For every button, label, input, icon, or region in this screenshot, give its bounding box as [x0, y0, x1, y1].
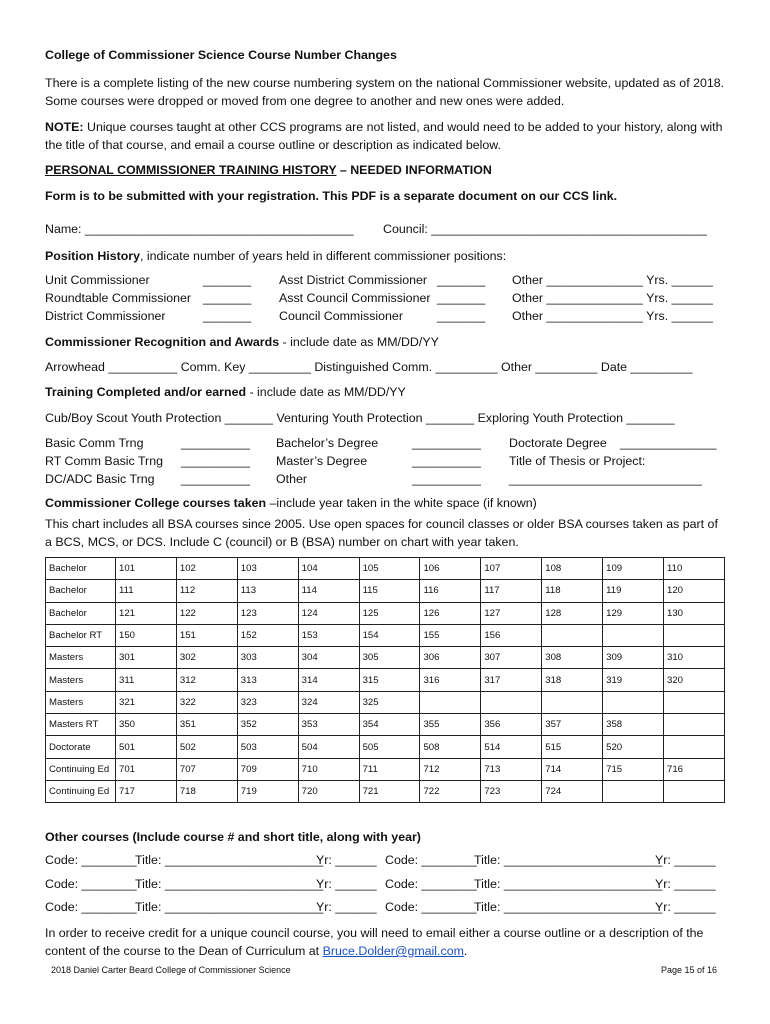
course-cell[interactable]: 108 — [542, 558, 603, 580]
training-thesis-field[interactable]: ____________________________ — [509, 472, 702, 486]
training-heading: Training Completed and/or earned - include date as MM/DD/YY — [45, 385, 406, 399]
course-cell[interactable]: 101 — [116, 558, 177, 580]
course-cell[interactable]: 716 — [664, 758, 725, 780]
course-cell[interactable]: 323 — [237, 691, 298, 713]
footer-page-number: Page 15 of 16 — [661, 965, 718, 975]
course-cell[interactable]: 504 — [298, 736, 359, 758]
training-doctorate: Doctorate Degree — [509, 436, 607, 450]
table-row-label: Masters — [46, 647, 116, 669]
course-cell[interactable]: 102 — [176, 558, 237, 580]
other-course-title-field[interactable]: Title: _______________________ — [135, 900, 324, 914]
course-cell[interactable]: 357 — [542, 714, 603, 736]
course-cell[interactable]: 309 — [603, 647, 664, 669]
course-cell[interactable]: 515 — [542, 736, 603, 758]
course-cell[interactable]: 316 — [420, 669, 481, 691]
other-course-code-field[interactable]: Code: ________ — [385, 900, 477, 914]
table-row-label: Masters — [46, 669, 116, 691]
other-course-year-field[interactable]: Yr: ______ — [655, 877, 716, 891]
email-link[interactable]: Bruce.Dolder@gmail.com — [322, 944, 464, 958]
table-row-label: Bachelor — [46, 558, 116, 580]
other-courses-heading: Other courses (Include course # and short title, along with year) — [45, 830, 421, 844]
position-asst-district-years[interactable]: _______ — [437, 273, 486, 287]
course-cell[interactable]: 711 — [359, 758, 420, 780]
course-cell[interactable]: 129 — [603, 602, 664, 624]
training-doctorate-date[interactable]: ______________ — [620, 436, 717, 450]
position-other-3[interactable]: Other ______________ Yrs. ______ — [512, 309, 713, 323]
course-cell[interactable]: 501 — [116, 736, 177, 758]
course-cell[interactable]: 304 — [298, 647, 359, 669]
other-course-title-field[interactable]: Title: _______________________ — [135, 877, 324, 891]
table-row-label: Doctorate — [46, 736, 116, 758]
course-cell[interactable]: 151 — [176, 624, 237, 646]
training-thesis-label: Title of Thesis or Project: — [509, 454, 646, 468]
course-cell[interactable]: 714 — [542, 758, 603, 780]
position-district: District Commissioner — [45, 309, 166, 323]
table-row-label: Bachelor — [46, 602, 116, 624]
training-dc-basic-date[interactable]: __________ — [181, 472, 250, 486]
course-cell[interactable]: 313 — [237, 669, 298, 691]
course-cell[interactable]: 306 — [420, 647, 481, 669]
course-cell[interactable] — [603, 780, 664, 802]
closing-paragraph: In order to receive credit for a unique council course, you will need to email either a course outline or a description of the content of the course to the Dean of Curriculum at Bruce.Dolder@gmail.com. — [45, 926, 704, 958]
course-cell[interactable]: 125 — [359, 602, 420, 624]
course-cell[interactable]: 127 — [481, 602, 542, 624]
other-course-year-field[interactable]: Yr: ______ — [655, 900, 716, 914]
course-cell[interactable]: 152 — [237, 624, 298, 646]
course-cell[interactable]: 355 — [420, 714, 481, 736]
name-field[interactable]: Name: _______________________________________ — [45, 222, 354, 236]
course-cell[interactable]: 312 — [176, 669, 237, 691]
course-cell[interactable]: 719 — [237, 780, 298, 802]
course-cell[interactable]: 315 — [359, 669, 420, 691]
course-cell[interactable]: 105 — [359, 558, 420, 580]
course-cell[interactable]: 322 — [176, 691, 237, 713]
other-course-year-field[interactable]: Yr: ______ — [316, 853, 377, 867]
course-cell[interactable]: 713 — [481, 758, 542, 780]
course-cell[interactable]: 356 — [481, 714, 542, 736]
history-heading-title: PERSONAL COMMISSIONER TRAINING HISTORY — [45, 163, 337, 177]
course-cell[interactable]: 155 — [420, 624, 481, 646]
course-cell[interactable]: 111 — [116, 580, 177, 602]
note-text: Unique courses taught at other CCS programs are not listed, and would need to be added to your history, along with the title of that course, and email a course outline or description as indicated below. — [45, 120, 723, 152]
awards-line[interactable]: Arrowhead __________ Comm. Key _________ Distinguished Comm. _________ Other _________ Date _________ — [45, 360, 693, 374]
course-cell[interactable]: 319 — [603, 669, 664, 691]
table-row-label: Masters RT — [46, 714, 116, 736]
course-cell[interactable]: 311 — [116, 669, 177, 691]
table-row-label: Continuing Ed — [46, 780, 116, 802]
course-cell[interactable]: 723 — [481, 780, 542, 802]
course-cell[interactable] — [664, 714, 725, 736]
table-row — [46, 780, 725, 802]
other-course-year-field[interactable]: Yr: ______ — [316, 877, 377, 891]
course-cell[interactable]: 318 — [542, 669, 603, 691]
course-cell[interactable]: 707 — [176, 758, 237, 780]
course-cell[interactable]: 117 — [481, 580, 542, 602]
other-course-title-field[interactable]: Title: _______________________ — [474, 853, 663, 867]
table-row-label: Continuing Ed — [46, 758, 116, 780]
course-cell[interactable]: 321 — [116, 691, 177, 713]
course-cell[interactable] — [664, 691, 725, 713]
course-cell[interactable]: 508 — [420, 736, 481, 758]
course-cell[interactable]: 302 — [176, 647, 237, 669]
course-cell[interactable]: 114 — [298, 580, 359, 602]
awards-heading: Commissioner Recognition and Awards - include date as MM/DD/YY — [45, 335, 439, 349]
position-council: Council Commissioner — [279, 309, 403, 323]
other-course-title-field[interactable]: Title: _______________________ — [135, 853, 324, 867]
table-row — [46, 580, 725, 602]
course-cell[interactable]: 715 — [603, 758, 664, 780]
table-row — [46, 647, 725, 669]
course-cell[interactable]: 514 — [481, 736, 542, 758]
table-row — [46, 736, 725, 758]
course-cell[interactable] — [603, 691, 664, 713]
table-row — [46, 558, 725, 580]
table-row — [46, 669, 725, 691]
training-basic-comm-date[interactable]: __________ — [181, 436, 250, 450]
training-bachelor: Bachelor’s Degree — [276, 436, 379, 450]
other-course-code-field[interactable]: Code: ________ — [385, 877, 477, 891]
course-cell[interactable]: 126 — [420, 602, 481, 624]
position-other-1[interactable]: Other ______________ Yrs. ______ — [512, 273, 713, 287]
training-dc-basic: DC/ADC Basic Trng — [45, 472, 155, 486]
course-cell[interactable]: 709 — [237, 758, 298, 780]
course-cell[interactable]: 121 — [116, 602, 177, 624]
course-cell[interactable]: 118 — [542, 580, 603, 602]
council-field[interactable]: Council: ________________________________________ — [383, 222, 707, 236]
history-heading-suffix: – NEEDED INFORMATION — [336, 163, 492, 177]
position-roundtable-years[interactable]: _______ — [203, 291, 252, 305]
course-cell[interactable]: 123 — [237, 602, 298, 624]
course-cell[interactable]: 310 — [664, 647, 725, 669]
position-asst-district: Asst District Commissioner — [279, 273, 428, 287]
course-cell[interactable]: 115 — [359, 580, 420, 602]
course-cell[interactable]: 301 — [116, 647, 177, 669]
submit-note: Form is to be submitted with your registration. This PDF is a separate document on our CCS link. — [45, 189, 618, 203]
history-heading — [45, 163, 492, 177]
course-cell[interactable]: 120 — [664, 580, 725, 602]
college-note: This chart includes all BSA courses since 2005. Use open spaces for council classes or older BSA courses taken as part of a BCS, MCS, or DCS. Include C (council) or B (BSA) number on chart with year taken. — [45, 517, 718, 549]
training-bachelor-date[interactable]: __________ — [412, 436, 481, 450]
page-title: College of Commissioner Science Course Number Changes — [45, 48, 397, 62]
course-table-body — [46, 558, 725, 803]
course-cell[interactable]: 307 — [481, 647, 542, 669]
course-cell[interactable]: 351 — [176, 714, 237, 736]
course-cell[interactable]: 128 — [542, 602, 603, 624]
other-course-code-field[interactable]: Code: ________ — [45, 877, 137, 891]
table-row-label: Bachelor RT — [46, 624, 116, 646]
course-cell[interactable]: 305 — [359, 647, 420, 669]
note-paragraph — [45, 118, 727, 154]
intro-paragraph: There is a complete listing of the new course numbering system on the national Commissioner website, updated as of 2018. Some courses were dropped or moved from one degree to another and new ones were added. — [45, 76, 725, 108]
course-cell[interactable]: 324 — [298, 691, 359, 713]
course-cell[interactable]: 320 — [664, 669, 725, 691]
course-cell[interactable]: 153 — [298, 624, 359, 646]
course-cell[interactable]: 107 — [481, 558, 542, 580]
course-cell[interactable]: 106 — [420, 558, 481, 580]
note-label: NOTE: — [45, 120, 84, 134]
table-row — [46, 691, 725, 713]
course-cell[interactable]: 110 — [664, 558, 725, 580]
course-cell[interactable]: 724 — [542, 780, 603, 802]
other-course-code-field[interactable]: Code: ________ — [385, 853, 477, 867]
college-heading: Commissioner College courses taken –include year taken in the white space (if known) — [45, 496, 537, 510]
course-cell[interactable]: 113 — [237, 580, 298, 602]
course-cell[interactable]: 718 — [176, 780, 237, 802]
course-cell[interactable]: 721 — [359, 780, 420, 802]
other-course-title-field[interactable]: Title: _______________________ — [474, 900, 663, 914]
training-basic-comm: Basic Comm Trng — [45, 436, 144, 450]
course-cell[interactable] — [664, 624, 725, 646]
course-cell[interactable]: 150 — [116, 624, 177, 646]
position-district-years[interactable]: _______ — [203, 309, 252, 323]
position-unit-years[interactable]: _______ — [203, 273, 252, 287]
course-cell[interactable]: 722 — [420, 780, 481, 802]
footer-left: 2018 Daniel Carter Beard College of Commissioner Science — [51, 965, 291, 975]
course-cell[interactable]: 314 — [298, 669, 359, 691]
training-master-date[interactable]: __________ — [412, 454, 481, 468]
training-master: Master’s Degree — [276, 454, 368, 468]
position-unit: Unit Commissioner — [45, 273, 150, 287]
course-cell[interactable]: 116 — [420, 580, 481, 602]
training-other-date[interactable]: __________ — [412, 472, 481, 486]
course-cell[interactable] — [664, 780, 725, 802]
course-cell[interactable]: 503 — [237, 736, 298, 758]
table-row — [46, 714, 725, 736]
course-cell[interactable]: 712 — [420, 758, 481, 780]
position-roundtable: Roundtable Commissioner — [45, 291, 192, 305]
course-cell[interactable]: 520 — [603, 736, 664, 758]
course-cell[interactable]: 710 — [298, 758, 359, 780]
training-other: Other — [276, 472, 307, 486]
course-cell[interactable]: 124 — [298, 602, 359, 624]
course-cell[interactable]: 103 — [237, 558, 298, 580]
course-cell[interactable]: 505 — [359, 736, 420, 758]
course-cell[interactable]: 122 — [176, 602, 237, 624]
course-cell[interactable]: 154 — [359, 624, 420, 646]
course-cell[interactable]: 352 — [237, 714, 298, 736]
table-row — [46, 624, 725, 646]
course-cell[interactable]: 358 — [603, 714, 664, 736]
course-table — [45, 557, 725, 803]
course-cell[interactable]: 353 — [298, 714, 359, 736]
course-cell[interactable]: 104 — [298, 558, 359, 580]
table-row — [46, 602, 725, 624]
course-cell[interactable]: 308 — [542, 647, 603, 669]
course-cell[interactable]: 701 — [116, 758, 177, 780]
course-cell[interactable]: 303 — [237, 647, 298, 669]
training-rt-basic: RT Comm Basic Trng — [45, 454, 163, 468]
course-cell[interactable] — [603, 624, 664, 646]
course-cell[interactable] — [481, 691, 542, 713]
course-cell[interactable]: 112 — [176, 580, 237, 602]
youth-protection-line[interactable]: Cub/Boy Scout Youth Protection _______ Venturing Youth Protection _______ Exploring Youth Protection _______ — [45, 411, 675, 425]
course-cell[interactable]: 354 — [359, 714, 420, 736]
position-other-2[interactable]: Other ______________ Yrs. ______ — [512, 291, 713, 305]
course-cell[interactable]: 317 — [481, 669, 542, 691]
course-cell[interactable]: 156 — [481, 624, 542, 646]
position-history-heading: Position History, indicate number of years held in different commissioner positions: — [45, 249, 507, 263]
course-cell[interactable] — [664, 736, 725, 758]
other-course-code-field[interactable]: Code: ________ — [45, 900, 137, 914]
table-row-label: Masters — [46, 691, 116, 713]
table-row — [46, 758, 725, 780]
course-cell[interactable]: 720 — [298, 780, 359, 802]
course-cell[interactable]: 325 — [359, 691, 420, 713]
course-cell[interactable] — [542, 624, 603, 646]
other-course-year-field[interactable]: Yr: ______ — [316, 900, 377, 914]
course-cell[interactable]: 502 — [176, 736, 237, 758]
other-course-code-field[interactable]: Code: ________ — [45, 853, 137, 867]
course-cell[interactable]: 717 — [116, 780, 177, 802]
training-rt-basic-date[interactable]: __________ — [181, 454, 250, 468]
course-cell[interactable] — [420, 691, 481, 713]
position-council-years[interactable]: _______ — [437, 309, 486, 323]
course-cell[interactable]: 109 — [603, 558, 664, 580]
course-cell[interactable]: 119 — [603, 580, 664, 602]
position-asst-council-years[interactable]: _______ — [437, 291, 486, 305]
other-course-title-field[interactable]: Title: _______________________ — [474, 877, 663, 891]
course-cell[interactable]: 350 — [116, 714, 177, 736]
table-row-label: Bachelor — [46, 580, 116, 602]
other-course-year-field[interactable]: Yr: ______ — [655, 853, 716, 867]
position-asst-council: Asst Council Commissioner — [279, 291, 431, 305]
course-cell[interactable] — [542, 691, 603, 713]
course-cell[interactable]: 130 — [664, 602, 725, 624]
